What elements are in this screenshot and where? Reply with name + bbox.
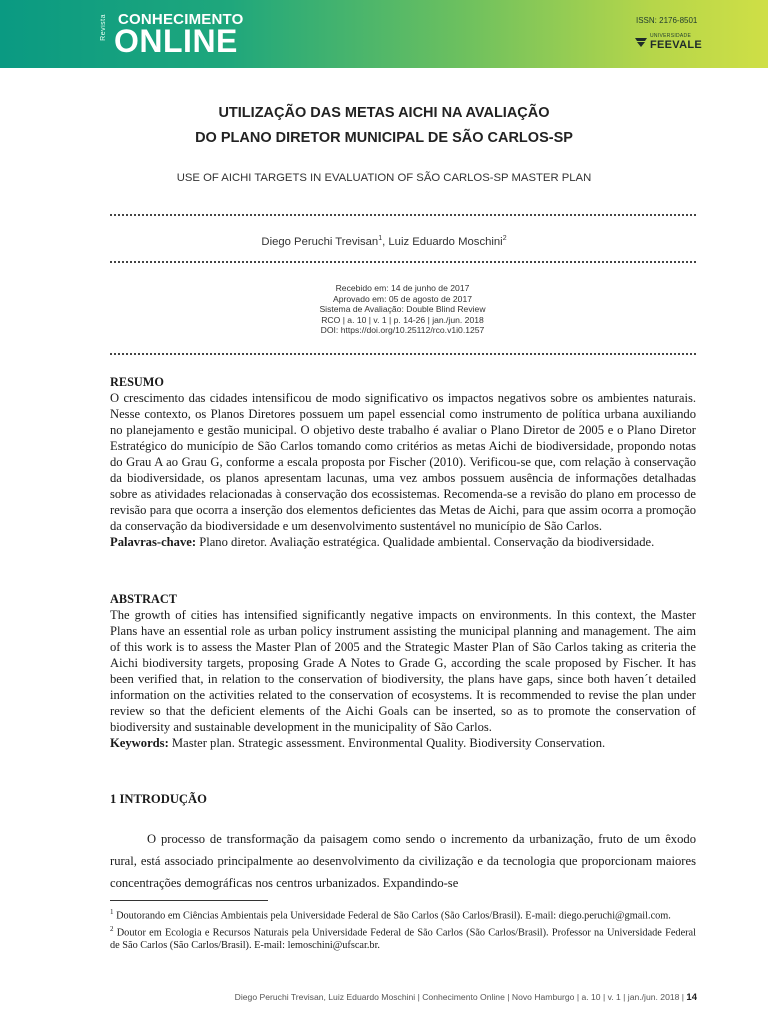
- footnote-separator: [110, 900, 268, 901]
- resumo-heading: RESUMO: [110, 375, 164, 389]
- abstract-paragraph: [110, 607, 696, 751]
- abstract-keywords-label: Keywords:: [110, 736, 169, 750]
- resumo-text: O crescimento das cidades intensificou de modo significativo os impactos negativos sobre os ambientes naturais. Nesse contexto, os Planos Diretores possuem um papel essencial como instrumento de política urbana auxiliando no planejamento e gestão municipal. O objetivo deste trabalho é avaliar o Plano Diretor de 2005 e o Plano Diretor Estratégico do município de São Carlos tomando como critérios as metas Aichi de biodiversidade, propondo notas do Grau A ao Grau G, conforme a escala proposta por Fischer (2010). Verificou-se que, com relação à conservação da biodiversidade, os planos apresentam lacunas, uma vez ambos possuem ausência de informações detalhadas sobre as atividades relacionadas à conservação dos ecossistemas. Recomenda-se a revisão do plano em processo de revisão para que ocorra a inserção dos elementos deficientes das Metas de Aichi, para que assim ocorra a promoção da conservação da biodiversidade e um desenvolvimento sustentável no município de São Carlos.: [110, 391, 696, 533]
- page-number: 14: [686, 992, 697, 1003]
- article-title-line2: DO PLANO DIRETOR MUNICIPAL DE SÃO CARLOS-SP: [195, 130, 573, 146]
- abstract-text: The growth of cities has intensified significantly negative impacts on environments. In this context, the Master Plans have an essential role as urban policy instrument assisting the municipal planning and management. The aim of this work is to assess the Master Plan of 2005 and the Strategic Master Plan of São Carlos taking as criteria the Aichi biodiversity targets, proposing Grade A Notes to Grade G, according the scale proposed by Fischer. It has been verified that, in relation to the conservation of biodiversity, the plans have gaps, since both haven´t detailed information on the activities related to the conservation of ecosystems. It is recommended to revise the plan under review so that the deficient elements of the Aichi Goals can be inserted, so as to promote the conservation of biodiversity and sustainable development in the municipality of São Carlos.: [110, 608, 696, 734]
- article-title-line1: UTILIZAÇÃO DAS METAS AICHI NA AVALIAÇÃO: [218, 105, 550, 121]
- intro-heading: 1 INTRODUÇÃO: [110, 792, 207, 806]
- feevale-logo-icon: [635, 37, 647, 47]
- footnote-2-number: 2: [110, 924, 114, 933]
- footer-citation: Diego Peruchi Trevisan, Luiz Eduardo Moschini | Conhecimento Online | Novo Hamburgo | a. 10 | v. 1 | jan./jun. 2018 |: [234, 992, 687, 1002]
- abstract-keywords: Master plan. Strategic assessment. Environmental Quality. Biodiversity Conservation.: [168, 736, 606, 750]
- university-small-label: UNIVERSIDADE: [650, 33, 692, 39]
- brand-bottom-text: ONLINE: [114, 23, 238, 59]
- dotted-divider: [110, 261, 696, 263]
- author-1: Diego Peruchi Trevisan: [261, 235, 379, 248]
- footnote-2-text: Doutor em Ecologia e Recursos Naturais pela Universidade Federal de São Carlos (São Carlos/Brasil). Professor na Universidade Federal de São Carlos (São Carlos/Brasil). E-mail: lemoschini@ufscar.br.: [110, 927, 696, 951]
- rco-citation: RCO | a. 10 | v. 1 | p. 14-26 | jan./jun. 2018: [321, 314, 484, 325]
- article-subtitle: USE OF AICHI TARGETS IN EVALUATION OF SÃO CARLOS-SP MASTER PLAN: [176, 172, 592, 184]
- resumo-keywords: Plano diretor. Avaliação estratégica. Qualidade ambiental. Conservação da biodiversidade.: [196, 535, 655, 549]
- abstract-heading: ABSTRACT: [110, 592, 177, 606]
- footnote-2: [110, 923, 696, 952]
- journal-header: [0, 0, 768, 68]
- page-footer: [0, 992, 697, 1003]
- author-2-sup: 2: [502, 235, 507, 242]
- resumo-paragraph: [110, 390, 696, 550]
- author-separator: ,: [382, 235, 389, 248]
- footnotes: [110, 906, 696, 952]
- approved-date: Aprovado em: 05 de agosto de 2017: [332, 293, 473, 304]
- article-metadata: [0, 283, 768, 336]
- intro-paragraph: O processo de transformação da paisagem como sendo o incremento da urbanização, fruto de um êxodo rural, está associado principalmente ao desenvolvimento da civilização e da tecnologia que proporcionam maiores concentrações demográficas nos centros urbanizados. Expandindo-se: [110, 832, 696, 890]
- dotted-divider: [110, 214, 696, 216]
- received-date: Recebido em: 14 de junho de 2017: [335, 283, 470, 293]
- author-1-sup: 1: [378, 235, 383, 242]
- review-system: Sistema de Avaliação: Double Blind Review: [319, 304, 486, 315]
- dotted-divider: [110, 353, 696, 355]
- footnote-1: [110, 906, 696, 923]
- issn-label: ISSN: 2176-8501: [636, 16, 698, 25]
- resumo-keywords-label: Palavras-chave:: [110, 535, 197, 549]
- university-logo: [635, 33, 702, 51]
- authors-line: [0, 235, 768, 248]
- footnote-1-text: Doutorando em Ciências Ambientais pela Universidade Federal de São Carlos (São Carlos/Brasil). E-mail: diego.peruchi@gmail.com.: [113, 910, 671, 922]
- university-name: FEEVALE: [650, 39, 703, 51]
- footnote-1-number: 1: [110, 908, 114, 916]
- brand-top-text: CONHECIMENTO: [118, 11, 244, 28]
- doi-link[interactable]: DOI: https://doi.org/10.25112/rco.v1i0.1257: [320, 325, 485, 336]
- author-2: Luiz Eduardo Moschini: [388, 235, 503, 248]
- revista-label: Revista: [100, 14, 107, 41]
